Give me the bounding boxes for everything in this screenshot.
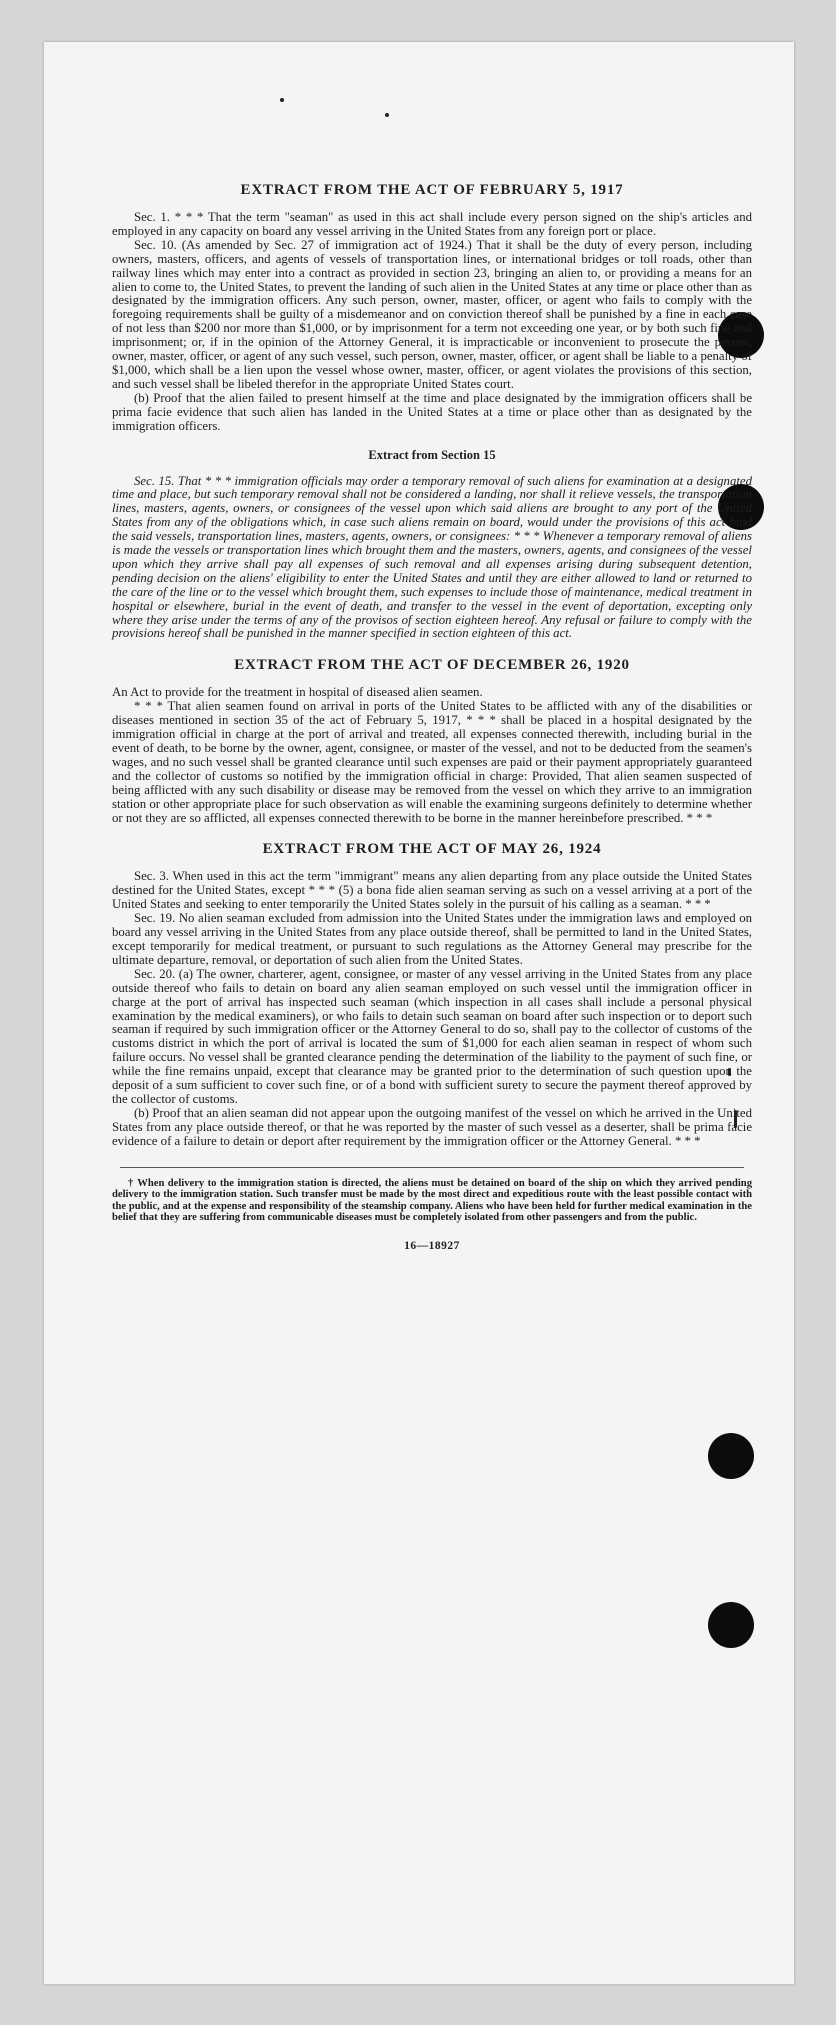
document-body (112, 182, 752, 1252)
speck-mark (280, 98, 284, 102)
section-heading-section-15: Extract from Section 15 (368, 447, 496, 462)
paragraph: (b) Proof that an alien seaman did not appear upon the outgoing manifest of the vessel on which he arrived in the United States from any place outside thereof, or that he was reported by the master of such vessel as a deserter, shall be prima facie evidence of a failure to detain or deport after requirement by the immigration officer or the Attorney General. * * * (112, 1105, 752, 1148)
paragraph: An Act to provide for the treatment in hospital of diseased alien seamen. (112, 685, 483, 700)
divider (120, 1167, 744, 1168)
paragraph: Sec. 10. (As amended by Sec. 27 of immigration act of 1924.) That it shall be the duty of every person, including owners, masters, officers, and agents of vessels of transportation lines, or international bridges or toll roads, other than railway lines which may enter into a contract as provided in section 23, bringing an alien to, or providing a means for an alien to come to, the United States, to prevent the landing of such alien in the United States at any time or place other than as designated by the immigration officers. Any such person, owner, master, officer, or agent who fails to comply with the foregoing requirements shall be guilty of a misdemeanor and on conviction thereof shall be punished by a fine in each case of not less than $200 nor more than $1,000, or by imprisonment for a term not exceeding one year, or by both such fine and imprisonment; or, if in the opinion of the Attorney General, it is impracticable or inconvenient to prosecute the person, owner, master, officer, or agent of any such vessel, such person, owner, master, officer, or agent shall be liable to a penalty of $1,000, which shall be a lien upon the vessel whose owner, master, officer, or agent violates the provisions of this section, and such vessel shall be libeled therefor in the appropriate United States court. (112, 237, 752, 391)
speck-mark (385, 113, 389, 117)
section-heading-1920: EXTRACT FROM THE ACT OF DECEMBER 26, 1920 (234, 657, 630, 674)
paragraph: * * * That alien seamen found on arrival in ports of the United States to be afflicted with any of the disabilities or diseases mentioned in section 35 of the act of February 5, 1917, * * * shall be placed in a hospital designated by the immigration official in charge at the port of arrival and treated, all expenses connected therewith, including burial in the event of death, to be borne by the owner, agent, consignee, or master of the vessel, and not to be deducted from the seamen's wages, and no such vessel shall be granted clearance until such expenses are paid or their payment appropriately guaranteed and the collector of customs so notified by the immigration official in charge: Provided, That alien seamen suspected of being afflicted with any such disability or disease may be removed from the vessel on which they arrive to an immigration station or other appropriate place for such observation as will enable the examining surgeons definitely to determine whether or not they are so afflicted, all expenses connected therewith to be borne in the manner hereinbefore prescribed. * * * (112, 699, 752, 825)
form-number: 16—18927 (404, 1239, 460, 1252)
paragraph: Sec. 1. * * * That the term "seaman" as used in this act shall include every person signed on the ship's articles and employed in any capacity on board any vessel arriving in the United States from any foreign port or place. (112, 210, 752, 238)
paragraph: Sec. 19. No alien seaman excluded from admission into the United States under the immigration laws and employed on board any vessel arriving in the United States from any place outside thereof, shall be permitted to land in the United States, except temporarily for medical treatment, or pursuant to such regulations as the Attorney General may prescribe for the ultimate departure, removal, or deportation of such alien from the United States. (112, 911, 752, 967)
footnote: † When delivery to the immigration station is directed, the aliens must be detained on board of the ship on which they arrived pending delivery to the immigration station. Such transfer must be made by the most direct and expeditious route with the least possible contact with the public, and at the expense and responsibility of the steamship company. Aliens who have been held for further medical examination in the belief that they are suffering from communicable diseases must be completely isolated from other passengers and from the public. (112, 1177, 752, 1224)
punch-hole-4 (708, 1602, 754, 1648)
section-heading-1924: EXTRACT FROM THE ACT OF MAY 26, 1924 (262, 841, 602, 858)
paragraph: (b) Proof that the alien failed to present himself at the time and place designated by the immigration officers shall be prima facie evidence that such alien has landed in the United States at a time or place other than as designated by the immigration officers. (112, 390, 752, 433)
punch-hole-3 (708, 1433, 754, 1479)
paragraph: Sec. 20. (a) The owner, charterer, agent, consignee, or master of any vessel arriving in the United States from any place outside thereof who fails to detain on board any alien seaman employed on such vessel until the immigration officer in charge at the port of arrival has inspected such seaman (which inspection in all cases shall include a personal physical examination by the medical examiners), or who fails to detain such seaman on board after such inspection or to deport such seaman if required by such immigration officer or the Attorney General to do so, shall pay to the collector of customs of the customs district in which the port of arrival is located the sum of $1,000 for each alien seaman in respect of whom such failure occurs. No vessel shall be granted clearance pending the determination of the liability to the payment of such fine, or while the fine remains unpaid, except that clearance may be granted prior to the determination of such question upon the deposit of a sum sufficient to cover such fine, or of a bond with sufficient surety to secure the payment thereof approved by the collector of customs. (112, 966, 752, 1106)
section-heading-1917: EXTRACT FROM THE ACT OF FEBRUARY 5, 1917 (240, 182, 624, 198)
document-page (44, 42, 794, 1984)
paragraph: Sec. 15. That * * * immigration officials may order a temporary removal of such aliens for examination at a designated time and place, but such temporary removal shall not be considered a landing, nor shall it relieve vessels, the transportation lines, masters, agents, owners, or consignees of the vessel upon which said aliens are brought to any port of the United States from any of the obligations which, in case such aliens remain on board, would under the provisions of this act bind the said vessels, transportation lines, masters, agents, owners, or consignees: * * * Whenever a temporary removal of aliens is made the vessels or transportation lines which brought them and the masters, owners, agents, and consignees of the vessel upon which they arrive shall pay all expenses of such removal and all expenses arising during subsequent detention, pending decision on the aliens' eligibility to enter the United States and until they are either allowed to land or returned to the care of the line or to the vessel which brought them, such expenses to include those of maintenance, medical treatment in hospital or elsewhere, burial in the event of death, and transfer to the vessel in the event of deportation, excepting only where they arise under the terms of any of the provisos of section eighteen hereof. Any refusal or failure to comply with the provisions hereof shall be punished in the manner specified in section eighteen of this act. (112, 473, 752, 641)
paragraph: Sec. 3. When used in this act the term "immigrant" means any alien departing from any place outside the United States destined for the United States, except * * * (5) a bona fide alien seaman serving as such on a vessel arriving at a port of the United States and seeking to enter temporarily the United States solely in the pursuit of his calling as a seaman. * * * (112, 869, 752, 912)
